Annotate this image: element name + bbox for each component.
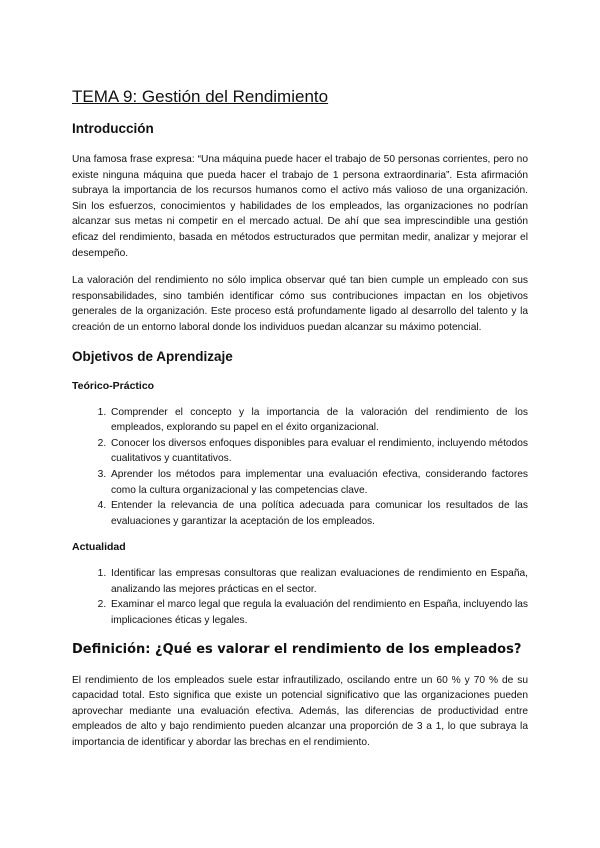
objectives-heading: Objetivos de Aprendizaje [72,348,233,364]
teorico-list [72,405,528,530]
teorico-heading: Teórico-Práctico [72,379,155,392]
intro-paragraph-1: Una famosa frase expresa: “Una máquina puede hacer el trabajo de 50 personas corrientes, pero no existe ninguna máquina que pueda hacer el trabajo de 1 persona extraordinaria”. Esta afirmación subraya la importancia de los recursos humanos como el activo más valioso de una organización. Sin los esfuerzos, conocimientos y habilidades de los empleados, las organizaciones no podrían alcanzar sus metas ni competir en el mercado actual. De ahí que sea imprescindible una gestión eficaz del rendimiento, basada en métodos estructurados que permitan medir, analizar y mejorar el desempeño. [72,154,528,259]
list-item: 4. Entender la relevancia de una política adecuada para comunicar los resultados de las evaluaciones y garantizar la aceptación de los empleados. [109,498,528,529]
list-item: 2. Conocer los diversos enfoques disponibles para evaluar el rendimiento, incluyendo métodos cualitativos y cuantitativos. [109,436,528,467]
intro-paragraph-2: La valoración del rendimiento no sólo implica observar qué tan bien cumple un empleado con sus responsabilidades, sino también identificar cómo sus contribuciones impactan en los objetivos generales de la organización. Este proceso está profundamente ligado al desarrollo del talento y la creación de un entorno laboral donde los individuos puedan alcanzar su máximo potencial. [72,275,528,333]
page-title: TEMA 9: Gestión del Rendimiento [72,87,329,106]
actualidad-list [72,566,528,628]
list-item: 1. Comprender el concepto y la importancia de la valoración del rendimiento de los empleados, explorando su papel en el éxito organizacional. [109,405,528,436]
definition-heading: Definición: ¿Qué es valorar el rendimiento de los empleados? [72,641,522,657]
list-item: 3. Aprender los métodos para implementar una evaluación efectiva, considerando factores como la cultura organizacional y las competencias clave. [109,467,528,498]
list-item: 2. Examinar el marco legal que regula la evaluación del rendimiento en España, incluyendo las implicaciones éticas y legales. [109,597,528,628]
document-page [72,86,528,763]
intro-heading: Introducción [72,121,154,136]
actualidad-heading: Actualidad [72,541,126,554]
list-item: 1. Identificar las empresas consultoras que realizan evaluaciones de rendimiento en España, analizando las mejores prácticas en el sector. [109,566,528,597]
definition-paragraph: El rendimiento de los empleados suele estar infrautilizado, oscilando entre un 60 % y 70 % de su capacidad total. Esto significa que existe un potencial significativo que las organizaciones pueden aprovechar mediante una evaluación efectiva. Además, las diferencias de productividad entre empleados de alto y bajo rendimiento pueden alcanzar una proporción de 3 a 1, lo que subraya la importancia de identificar y abordar las brechas en el rendimiento. [72,674,528,749]
